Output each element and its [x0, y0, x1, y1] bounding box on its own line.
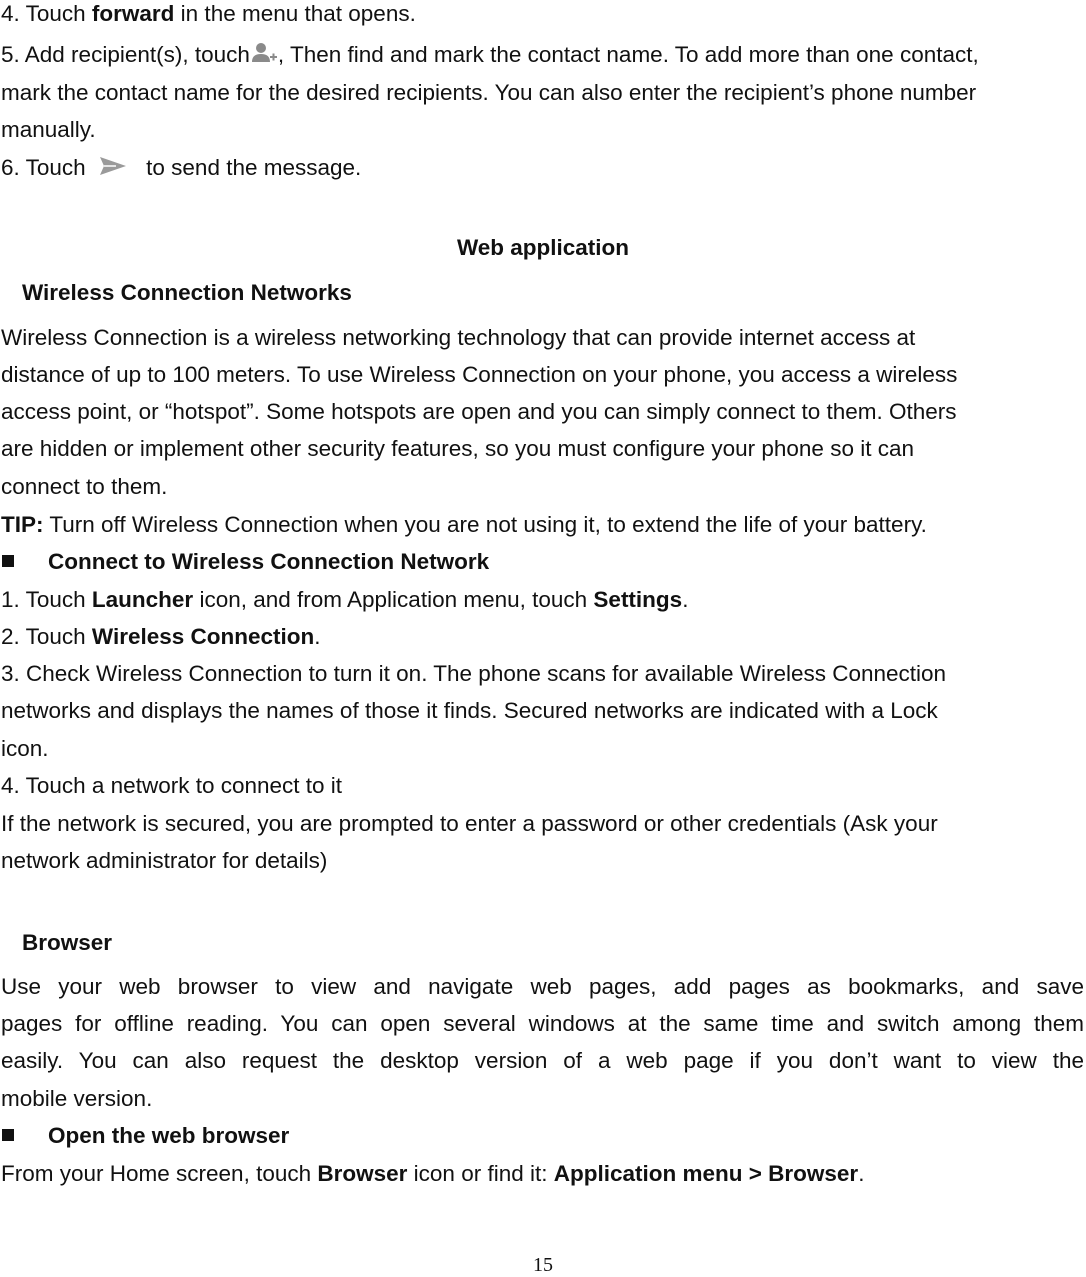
text: From your Home screen, touch — [1, 1161, 318, 1186]
tip-text: Turn off Wireless Connection when you are not using it, to extend the life of your battery. — [43, 512, 927, 537]
tip-label: TIP: — [1, 512, 44, 537]
wireless-heading: Wireless Connection Networks — [22, 280, 352, 305]
wireless-tip — [1, 511, 927, 539]
wireless-intro-line: access point, or “hotspot”. Some hotspots are open and you can simply connect to them. Others — [1, 399, 957, 424]
open-browser-heading — [2, 1122, 289, 1150]
send-icon — [98, 154, 128, 185]
browser-intro-line: Use your web browser to view and navigate web pages, add pages as bookmarks, and save — [1, 974, 1084, 999]
text: icon or find it: — [407, 1161, 554, 1186]
square-bullet-icon — [2, 555, 14, 567]
browser-open-text — [1, 1160, 864, 1188]
text: 4. Touch — [1, 1, 92, 26]
bold-text: Browser — [317, 1161, 408, 1186]
text: , Then find and mark the contact name. To add more than one contact, — [277, 42, 979, 67]
messaging-step-5-line-2: mark the contact name for the desired recipients. You can also enter the recipient’s phone number — [1, 80, 977, 105]
text: to send the message. — [139, 155, 362, 180]
browser-heading: Browser — [22, 930, 113, 955]
wireless-step-1 — [1, 586, 688, 614]
wireless-intro-line: connect to them. — [1, 474, 168, 499]
messaging-step-4 — [1, 0, 416, 28]
text: . — [314, 624, 321, 649]
text: 5. Add recipient(s), touch — [1, 42, 250, 67]
text: 1. Touch — [1, 587, 92, 612]
text: . — [682, 587, 689, 612]
wireless-step-3-line: icon. — [1, 736, 49, 761]
wireless-step-3-line: networks and displays the names of those it finds. Secured networks are indicated with a Lock — [1, 698, 938, 723]
page-number: 15 — [533, 1254, 553, 1276]
browser-intro-line: easily. You can also request the desktop version of a web page if you don’t want to view the — [1, 1048, 1084, 1073]
wireless-step-4: 4. Touch a network to connect to it — [1, 773, 343, 798]
text: . — [858, 1161, 865, 1186]
bold-text: forward — [91, 1, 175, 26]
text: in the menu that opens. — [174, 1, 416, 26]
connect-heading-text: Connect to Wireless Connection Network — [48, 549, 490, 574]
wireless-step-3-line: 3. Check Wireless Connection to turn it on. The phone scans for available Wireless Connection — [1, 661, 947, 686]
browser-intro-line: pages for offline reading. You can open several windows at the same time and switch among them — [1, 1011, 1084, 1036]
messaging-step-5-line-1 — [1, 41, 979, 72]
browser-intro-line: mobile version. — [1, 1086, 153, 1111]
messaging-step-6 — [1, 154, 361, 185]
connect-heading — [2, 548, 489, 576]
page-title: Web application — [456, 235, 630, 260]
wireless-secured-line: If the network is secured, you are prompted to enter a password or other credentials (Ask your — [1, 811, 938, 836]
text: 6. Touch — [1, 155, 92, 180]
bold-text: Settings — [593, 587, 683, 612]
messaging-step-5-line-3: manually. — [1, 117, 96, 142]
bold-text: Wireless Connection — [91, 624, 315, 649]
wireless-intro-line: are hidden or implement other security features, so you must configure your phone so it can — [1, 436, 914, 461]
add-contact-icon — [250, 41, 278, 72]
wireless-secured-line: network administrator for details) — [1, 848, 328, 873]
wireless-intro-line: Wireless Connection is a wireless networking technology that can provide internet access at — [1, 325, 916, 350]
bold-text: Application menu > Browser — [553, 1161, 859, 1186]
square-bullet-icon — [2, 1129, 14, 1141]
text: 2. Touch — [1, 624, 92, 649]
open-browser-heading-text: Open the web browser — [48, 1123, 290, 1148]
text: icon, and from Application menu, touch — [193, 587, 594, 612]
wireless-step-2 — [1, 623, 321, 651]
bold-text: Launcher — [91, 587, 194, 612]
wireless-intro-line: distance of up to 100 meters. To use Wireless Connection on your phone, you access a wireless — [1, 362, 958, 387]
